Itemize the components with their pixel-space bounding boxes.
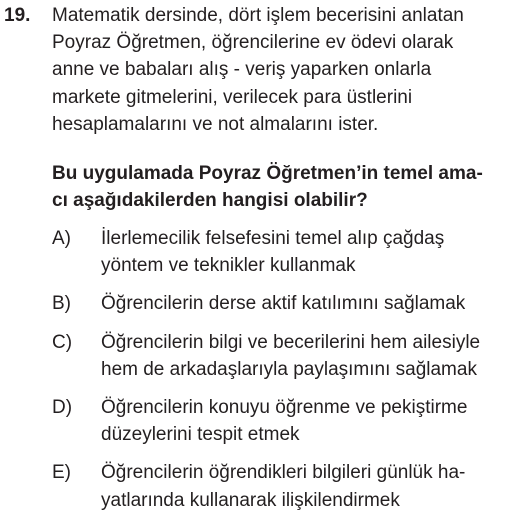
option-letter: D) (52, 397, 73, 419)
option-line: düzeylerini tespit etmek (101, 424, 300, 446)
stem-line: Poyraz Öğretmen, öğrencilerine ev ödevi olarak (52, 32, 454, 54)
option-letter: E) (52, 462, 71, 484)
option-line: Öğrencilerin bilgi ve becerilerini hem ailesiyle (101, 331, 481, 353)
option-text (101, 329, 522, 383)
prompt-line: Bu uygulamada Poyraz Öğretmen’in temel ama- (52, 163, 483, 184)
option-e[interactable] (52, 459, 522, 513)
option-letter: A) (52, 228, 71, 249)
option-b[interactable] (52, 290, 522, 317)
answer-options (52, 225, 522, 525)
option-line: Öğrencilerin öğrendikleri bilgileri günlük ha- (101, 462, 466, 484)
question-stem (52, 2, 522, 138)
option-text (101, 290, 522, 317)
option-text (101, 225, 522, 279)
option-c[interactable] (52, 329, 522, 383)
option-line: Öğrencilerin konuyu öğrenme ve pekiştirme (101, 397, 468, 419)
stem-line: markete gitmelerini, verilecek para üstlerini (52, 86, 413, 108)
prompt-line: cı aşağıdakilerden hangisi olabilir? (52, 190, 368, 212)
option-letter: C) (52, 331, 73, 353)
option-line: yatlarında kullanarak ilişkilendirmek (101, 489, 400, 511)
option-line: hem de arkadaşlarıyla paylaşımını sağlamak (101, 358, 477, 380)
question-prompt (52, 160, 522, 214)
option-line: yöntem ve teknikler kullanmak (101, 255, 356, 277)
question-number: 19. (4, 5, 31, 26)
option-a[interactable] (52, 225, 522, 279)
option-letter: B) (52, 293, 71, 315)
stem-line: Matematik dersinde, dört işlem becerisini anlatan (52, 5, 464, 26)
option-line: İlerlemecilik felsefesini temel alıp çağdaş (101, 228, 445, 249)
option-line: Öğrencilerin derse aktif katılımını sağlamak (101, 293, 466, 315)
option-text (101, 459, 522, 513)
option-d[interactable] (52, 394, 522, 448)
stem-line: anne ve babaları alış - veriş yaparken onlarla (52, 59, 432, 81)
stem-line: hesaplamalarını ve not almalarını ister. (52, 113, 379, 135)
option-text (101, 394, 522, 448)
